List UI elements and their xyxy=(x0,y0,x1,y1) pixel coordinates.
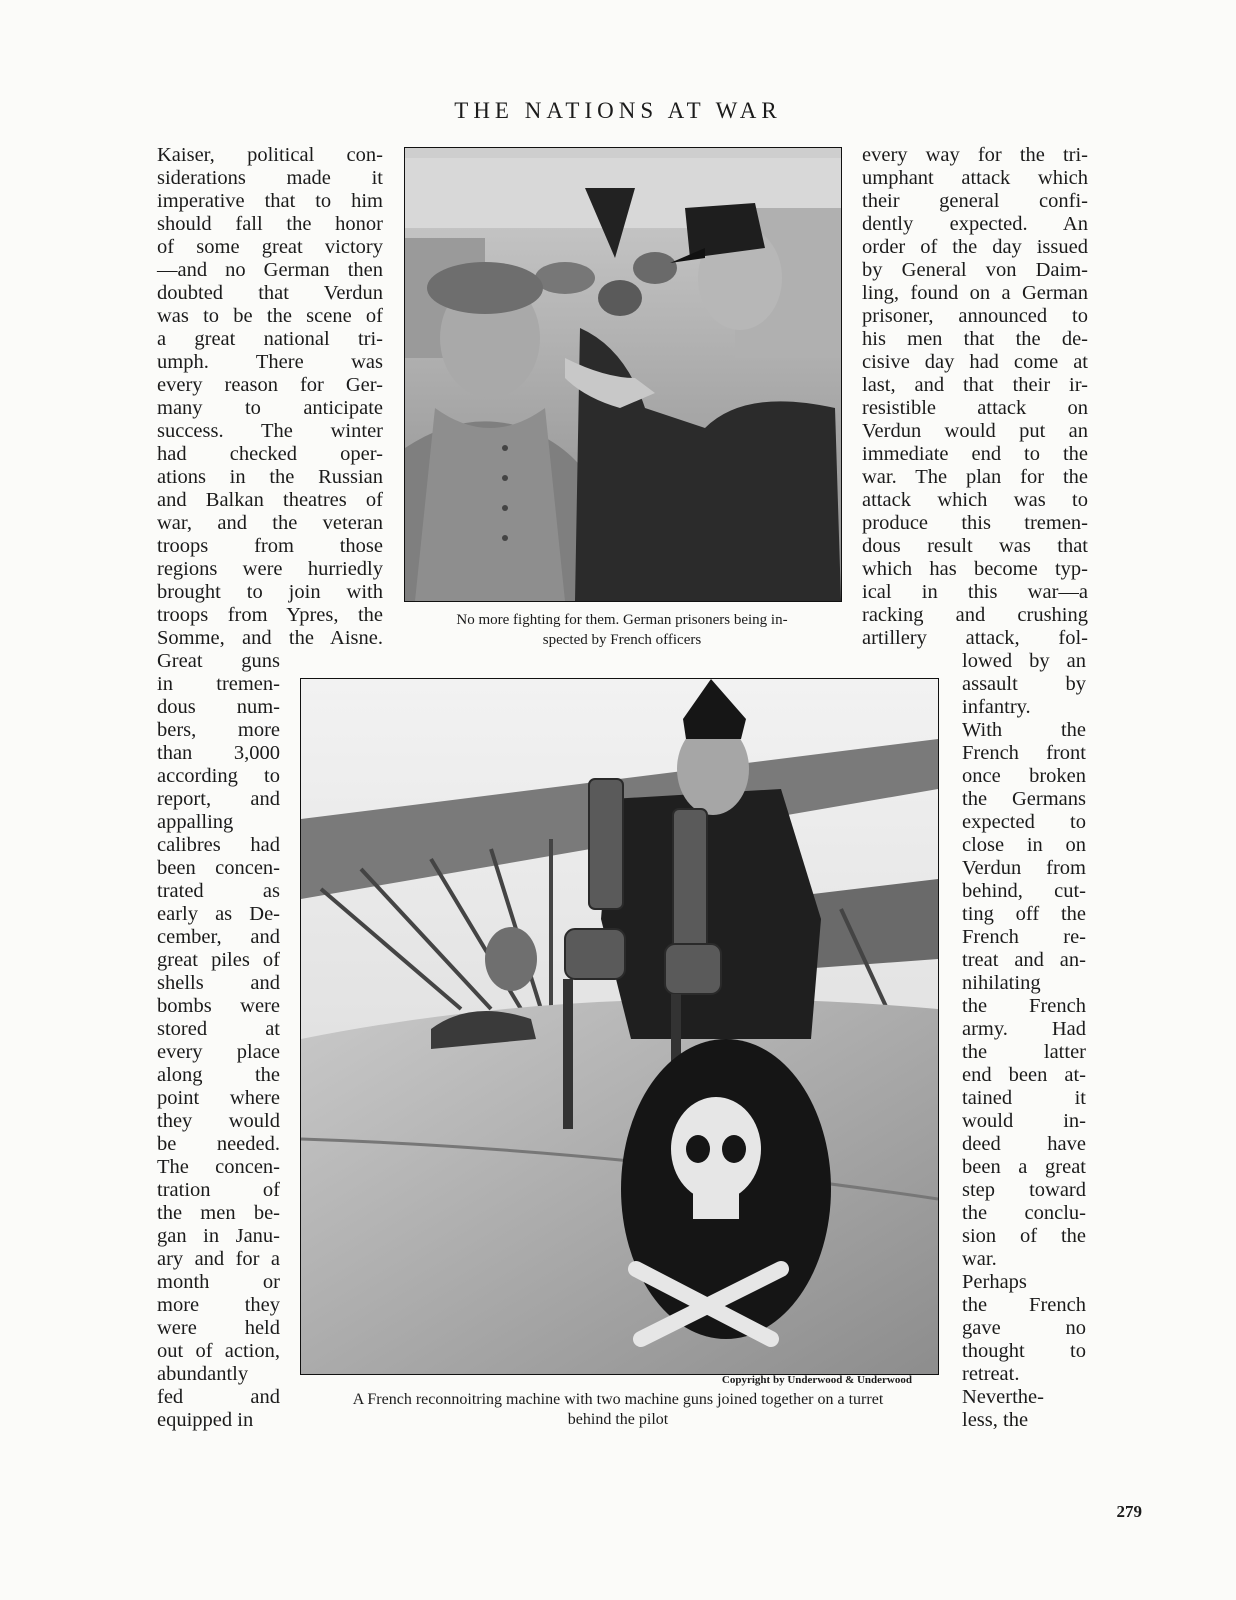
text-line: war, and the veteran xyxy=(157,512,383,534)
text-line: The concen- xyxy=(157,1156,280,1178)
photo-french-reconnoitring-machine-caption: A French reconnoitring machine with two machine guns joined together on a turret behind the pilot xyxy=(352,1391,884,1428)
text-line: according to xyxy=(157,765,280,787)
text-line: early as De- xyxy=(157,903,280,925)
photo-copyright: Copyright by Underwood & Underwood xyxy=(721,1374,912,1386)
text-line: the French xyxy=(962,995,1086,1017)
text-line: With the xyxy=(962,719,1086,741)
text-line: the French xyxy=(962,1294,1086,1316)
page-number: 279 xyxy=(1116,1502,1142,1521)
text-line: every way for the tri- xyxy=(862,144,1088,166)
text-line: success. The winter xyxy=(157,420,383,442)
text-line: should fall the honor xyxy=(157,213,383,235)
text-line: the conclu- xyxy=(962,1202,1086,1224)
text-line: attack which was to xyxy=(862,489,1088,511)
text-line: fed and xyxy=(157,1386,280,1408)
text-line: troops from Ypres, the xyxy=(157,604,383,626)
text-line: French re- xyxy=(962,926,1086,948)
text-line: the Germans xyxy=(962,788,1086,810)
text-line: expected to xyxy=(962,811,1086,833)
text-line: appalling xyxy=(157,811,234,833)
text-line: last, and that their ir- xyxy=(862,374,1088,396)
text-line: infantry. xyxy=(962,696,1031,718)
text-line: which has become typ- xyxy=(862,558,1088,580)
text-line: by General von Daim- xyxy=(862,259,1088,281)
text-line: French front xyxy=(962,742,1086,764)
text-line: nihilating xyxy=(962,972,1041,994)
text-line: cisive day had come at xyxy=(862,351,1088,373)
text-line: a great national tri- xyxy=(157,328,383,350)
text-line: end been at- xyxy=(962,1064,1086,1086)
text-line: tained it xyxy=(962,1087,1086,1109)
text-line: report, and xyxy=(157,788,280,810)
text-line: resistible attack on xyxy=(862,397,1088,419)
text-line: been concen- xyxy=(157,857,280,879)
text-line: —and no German then xyxy=(157,259,383,281)
text-line: of some great victory xyxy=(157,236,383,258)
text-line: their general confi- xyxy=(862,190,1088,212)
text-line: lowed by an xyxy=(962,650,1086,672)
text-line: dous result was that xyxy=(862,535,1088,557)
text-line: his men that the de- xyxy=(862,328,1088,350)
text-line: Verdun from xyxy=(962,857,1086,879)
text-line: shells and xyxy=(157,972,280,994)
text-line: than 3,000 xyxy=(157,742,280,764)
text-line: retreat. xyxy=(962,1363,1020,1385)
text-line: ical in this war—a xyxy=(862,581,1088,603)
text-line: ations in the Russian xyxy=(157,466,383,488)
text-line: Somme, and the Aisne. xyxy=(157,627,383,649)
text-line: Kaiser, political con- xyxy=(157,144,383,166)
text-line: produce this tremen- xyxy=(862,512,1088,534)
text-line: bers, more xyxy=(157,719,280,741)
photo-german-prisoners-caption: No more fighting for them. German prisoners being in- spected by French officers xyxy=(456,612,788,648)
text-line: war. The plan for the xyxy=(862,466,1088,488)
text-line: assault by xyxy=(962,673,1086,695)
text-line: ting off the xyxy=(962,903,1086,925)
text-line: troops from those xyxy=(157,535,383,557)
text-line: treat and an- xyxy=(962,949,1086,971)
text-line: brought to join with xyxy=(157,581,383,603)
text-line: tration of xyxy=(157,1179,280,1201)
text-line: trated as xyxy=(157,880,280,902)
photo-german-prisoners xyxy=(404,147,842,602)
text-line: artillery attack, fol- xyxy=(862,627,1088,649)
text-line: gan in Janu- xyxy=(157,1225,280,1247)
text-line: every place xyxy=(157,1041,280,1063)
text-line: been a great xyxy=(962,1156,1086,1178)
text-line: ling, found on a German xyxy=(862,282,1088,304)
text-line: calibres had xyxy=(157,834,280,856)
text-line: in tremen- xyxy=(157,673,280,695)
text-line: out of action, xyxy=(157,1340,280,1362)
text-line: thought to xyxy=(962,1340,1086,1362)
text-line: racking and crushing xyxy=(862,604,1088,626)
text-line: every reason for Ger- xyxy=(157,374,383,396)
text-line: were held xyxy=(157,1317,280,1339)
text-line: Neverthe- xyxy=(962,1386,1044,1408)
text-line: had checked oper- xyxy=(157,443,383,465)
text-line: deed have xyxy=(962,1133,1086,1155)
text-line: dently expected. An xyxy=(862,213,1088,235)
text-line: along the xyxy=(157,1064,280,1086)
text-line: equipped in xyxy=(157,1409,254,1431)
text-line: doubted that Verdun xyxy=(157,282,383,304)
text-line: behind, cut- xyxy=(962,880,1086,902)
text-line: point where xyxy=(157,1087,280,1109)
text-line: many to anticipate xyxy=(157,397,383,419)
text-line: ary and for a xyxy=(157,1248,280,1270)
text-line: abundantly xyxy=(157,1363,249,1385)
text-line: immediate end to the xyxy=(862,443,1088,465)
text-line: sion of the xyxy=(962,1225,1086,1247)
text-line: more they xyxy=(157,1294,280,1316)
text-line: siderations made it xyxy=(157,167,383,189)
text-line: once broken xyxy=(962,765,1086,787)
text-line: bombs were xyxy=(157,995,280,1017)
text-line: would in- xyxy=(962,1110,1086,1132)
text-line: Perhaps xyxy=(962,1271,1027,1293)
text-line: regions were hurriedly xyxy=(157,558,383,580)
text-line: Great guns xyxy=(157,650,280,672)
text-line: order of the day issued xyxy=(862,236,1088,258)
text-line: imperative that to him xyxy=(157,190,383,212)
text-line: the latter xyxy=(962,1041,1086,1063)
text-line: step toward xyxy=(962,1179,1086,1201)
text-line: be needed. xyxy=(157,1133,280,1155)
text-line: stored at xyxy=(157,1018,280,1040)
text-line: cember, and xyxy=(157,926,280,948)
text-line: great piles of xyxy=(157,949,280,971)
page-title: THE NATIONS AT WAR xyxy=(454,98,782,123)
text-line: dous num- xyxy=(157,696,280,718)
text-line: they would xyxy=(157,1110,280,1132)
text-line: war. xyxy=(962,1248,997,1270)
photo-french-reconnoitring-machine xyxy=(300,678,939,1375)
text-line: and Balkan theatres of xyxy=(157,489,383,511)
text-line: army. Had xyxy=(962,1018,1086,1040)
text-line: close in on xyxy=(962,834,1086,856)
text-line: was to be the scene of xyxy=(157,305,383,327)
text-line: umph. There was xyxy=(157,351,383,373)
text-line: umphant attack which xyxy=(862,167,1088,189)
text-line: month or xyxy=(157,1271,280,1293)
text-line: Verdun would put an xyxy=(862,420,1088,442)
text-line: less, the xyxy=(962,1409,1029,1431)
text-line: the men be- xyxy=(157,1202,280,1224)
text-line: prisoner, announced to xyxy=(862,305,1088,327)
text-line: gave no xyxy=(962,1317,1086,1339)
